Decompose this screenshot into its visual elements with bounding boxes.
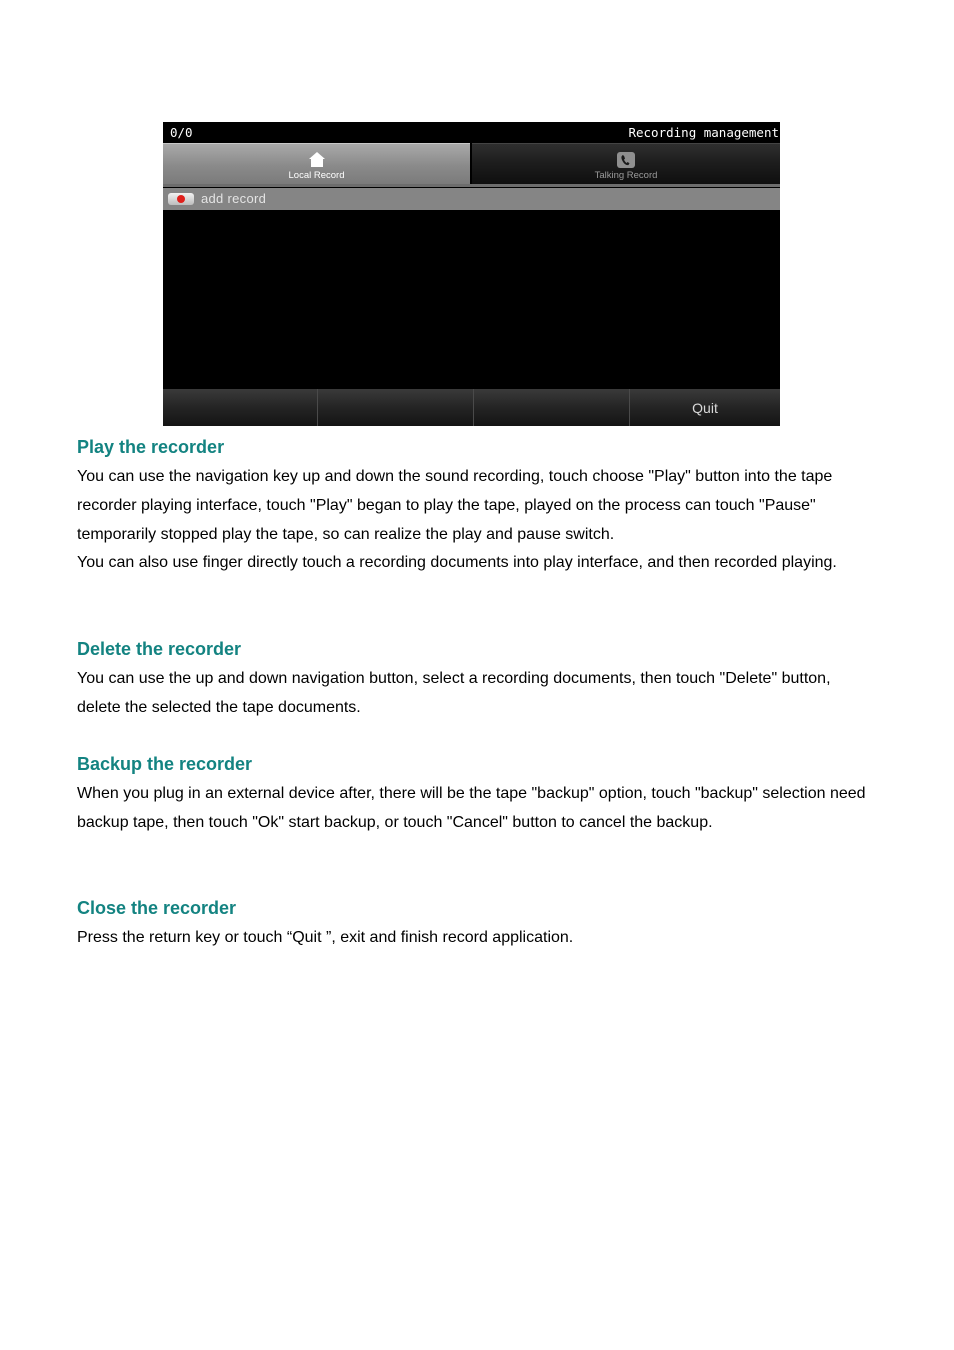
section-heading-backup: Backup the recorder (77, 754, 253, 774)
tab-divider (163, 184, 780, 187)
section-paragraph: When you plug in an external device after, there will be the tape "backup" option, touch "backup" selection need backup tape, then touch "Ok" start backup, or touch "Cancel" button to cancel the backup. (77, 785, 866, 831)
section-heading-close: Close the recorder (77, 898, 237, 918)
section-heading-delete: Delete the recorder (77, 639, 242, 659)
record-counter: 0/0 (170, 125, 193, 140)
section-paragraph: You can use the up and down navigation button, select a recording documents, then touch "Delete" button, delete the selected the tape documents. (77, 670, 831, 716)
quit-button[interactable]: Quit (630, 389, 780, 426)
add-record-label: add record (201, 191, 267, 206)
section-paragraph: You can also use finger directly touch a recording documents into play interface, and then recorded playing. (77, 554, 837, 571)
home-icon (308, 151, 326, 171)
toolbar-button-2[interactable] (318, 389, 474, 426)
record-dot-icon (168, 193, 194, 205)
toolbar-button-3[interactable] (474, 389, 630, 426)
phone-icon (616, 151, 636, 172)
record-list[interactable] (163, 210, 780, 389)
app-title: Recording management (628, 125, 779, 140)
toolbar-button-1[interactable] (163, 389, 318, 426)
add-record-button[interactable] (163, 188, 780, 210)
tab-talking-record[interactable] (472, 143, 780, 184)
section-paragraph: Press the return key or touch “Quit ”, exit and finish record application. (77, 929, 574, 946)
section-paragraph: You can use the navigation key up and down the sound recording, touch choose "Play" button into the tape recorder playing interface, touch "Play" began to play the tape, played on the process can touch "Pause" temporarily stopped play the tape, so can realize the play and pause switch. (77, 468, 833, 543)
tab-bar (163, 143, 780, 186)
tab-label: Talking Record (594, 170, 658, 181)
recorder-screenshot (163, 122, 780, 426)
bottom-toolbar (163, 389, 780, 426)
tab-local-record[interactable] (163, 143, 470, 184)
section-heading-play: Play the recorder (77, 437, 225, 457)
status-bar (163, 122, 780, 143)
tab-label: Local Record (288, 170, 345, 181)
